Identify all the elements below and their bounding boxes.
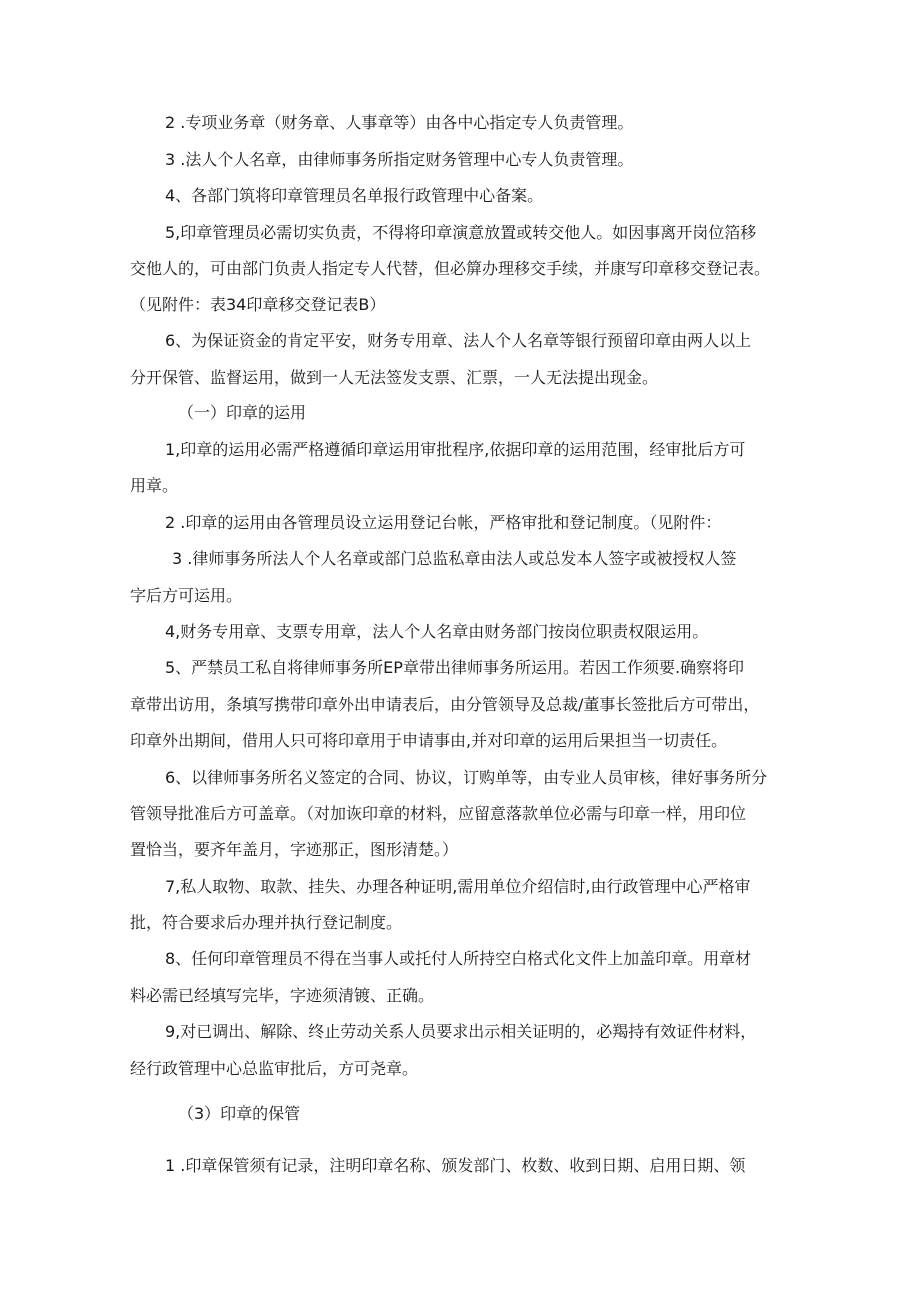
text-line: 4、各部门筑将印章管理员名单报行政管理中心备案。 [165, 186, 544, 205]
section-heading: （一）印章的运用 [178, 403, 307, 422]
text-line: 1 .印章保管须有记录，注明印章名称、颁发部门、枚数、收到日期、启用日期、领 [165, 1156, 746, 1175]
text-line: 2 .印章的运用由各管理员设立运用登记台帐，严格审批和登记制度。（见附件： [165, 513, 722, 532]
text-line: 章带出访用，条填写携带印章外出申请表后，由分管领导及总裁/董事长签批后方可带出， [130, 695, 760, 714]
text-line: （见附件：表34印章移交登记表B） [130, 295, 386, 314]
section-heading: （3）印章的保管 [178, 1104, 301, 1123]
text-line: 管领导批准后方可盖章。（对加诙印章的材料，应留意落款单位必需与印章一样，用印位 [130, 804, 747, 823]
text-line: 6、以律师事务所名义签定的合同、协议，订购单等，由专业人员审核，律好事务所分 [165, 768, 768, 787]
text-line: 4,财务专用章、支票专用章，法人个人名章由财务部门按岗位职责权限运用。 [165, 622, 709, 641]
text-line: 用章。 [130, 476, 179, 495]
text-line: 料必需已经填写完毕，字迹须清镀、正确。 [130, 986, 435, 1005]
text-line: 分开保管、监督运用，做到一人无法签发支票、汇票，一人无法提出现金。 [130, 368, 659, 387]
text-line: 8、任何印章管理员不得在当事人或托付人所持空白格式化文件上加盖印章。用章材 [165, 949, 752, 968]
text-line: 5,印章管理员必需切实负责，不得将印章演意放置或转交他人。如因事离开岗位箔移 [165, 223, 757, 242]
text-line: 7,私人取物、取款、挂失、办理各种证明,需用单位介绍信时,由行政管理中心严格审 [165, 877, 751, 896]
text-line: 2 .专项业务章（财务章、人事章等）由各中心指定专人负责管理。 [165, 113, 634, 132]
text-line: 9,对已调出、解除、终止劳动关系人员要求出示相关证明的，必羯持有效证件材料， [165, 1022, 757, 1041]
text-line: 6、为保证资金的肯定平安，财务专用章、法人个人名章等银行预留印章由两人以上 [165, 331, 752, 350]
text-line: 置恰当，要齐年盖月，字迹那正，图形清楚。） [130, 840, 459, 859]
text-line: 3 .律师事务所法人个人名章或部门总监私章由法人或总发本人签字或被授权人签 [172, 549, 737, 568]
text-line: 5、严禁员工私自将律师事务所EP章带出律师事务所运用。若因工作须要.确察将印 [165, 658, 745, 677]
text-line: 批，符合要求后办理并执行登记制度。 [130, 913, 403, 932]
text-line: 交他人的，可由部门负责人指定专人代替，但必箳办理移交手续，并康写印章移交登记表。 [130, 259, 771, 278]
text-line: 3 .法人个人名章，由律师事务所指定财务管理中心专人负责管理。 [165, 150, 634, 169]
text-line: 1,印章的运用必需严格遵循印章运用审批程序,依据印章的运用范围，经审批后方可 [165, 440, 746, 459]
text-line: 字后方可运用。 [130, 586, 243, 605]
text-line: 经行政管理中心总监审批后，方可尧章。 [130, 1059, 419, 1078]
text-line: 印章外出期间，借用人只可将印章用于申请事由,并对印章的运用后果担当一切责任。 [130, 731, 728, 750]
